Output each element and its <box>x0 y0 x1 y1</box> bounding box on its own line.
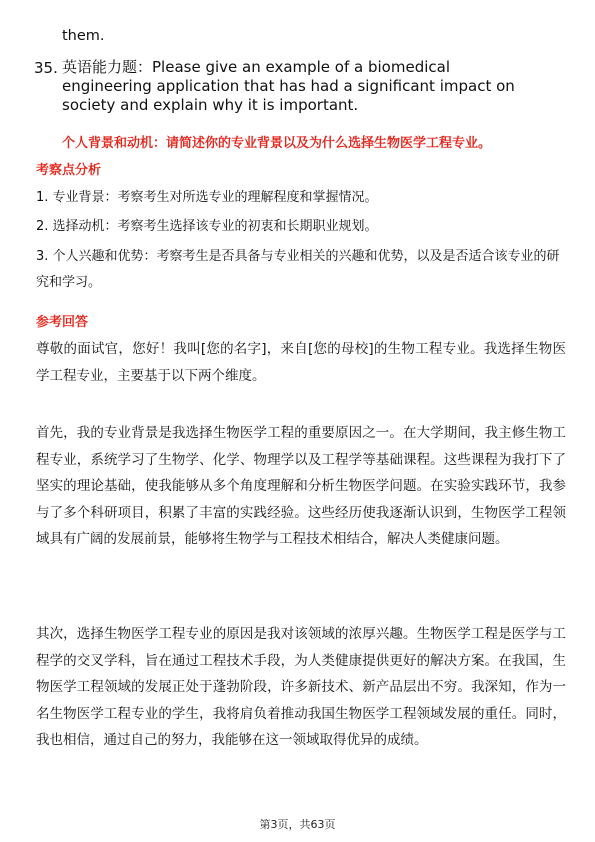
page-footer: 第3页，共63页 <box>259 818 336 831</box>
previous-answer-tail: them. <box>62 28 105 44</box>
topic-title: 个人背景和动机：请简述你的专业背景以及为什么选择生物医学工程专业。 <box>62 136 492 151</box>
analysis-item: 2. 选择动机：考察考生选择该专业的初衷和长期职业规划。 <box>36 219 378 234</box>
analysis-heading: 考察点分析 <box>36 163 102 178</box>
answer-paragraph: 首先，我的专业背景是我选择生物医学工程的重要原因之一。在大学期间，我主修生物工程专业，系统学习了生物学、化学、物理学以及工程学等基础课程。这些课程为我打下了坚实的理论基础，使我能够从多个角度理解和分析生物医学问题。在实验实践环节，我参与了多个科研项目，积累了丰富的实践经验。这些经历使我逐渐认识到，生物医学工程领域具有广阔的发展前景，能够将生物学与工程技术相结合，解决人类健康问题。 <box>36 425 566 547</box>
answer-paragraph: 尊敬的面试官，您好！我叫[您的名字]，来自[您的母校]的生物工程专业。我选择生物医学工程专业，主要基于以下两个维度。 <box>36 341 566 384</box>
answer-heading: 参考回答 <box>36 315 89 330</box>
analysis-item: 1. 专业背景：考察考生对所选专业的理解程度和掌握情况。 <box>36 190 378 205</box>
question-text: 英语能力题：Please give an example of a biomedical engineering application that has had a significant impact on society and explain why it is important. <box>62 58 515 114</box>
answer-paragraph: 其次，选择生物医学工程专业的原因是我对该领域的浓厚兴趣。生物医学工程是医学与工程学的交叉学科，旨在通过工程技术手段，为人类健康提供更好的解决方案。在我国，生物医学工程领域的发展正处于蓬勃阶段，许多新技术、新产品层出不穷。我深知，作为一名生物医学工程专业的学生，我将肩负着推动我国生物医学工程领域发展的重任。同时，我也相信，通过自己的努力，我能够在这一领域取得优异的成绩。 <box>36 626 566 748</box>
question-number: 35. <box>34 59 58 77</box>
analysis-item: 3. 个人兴趣和优势：考察考生是否具备与专业相关的兴趣和优势，以及是否适合该专业的研究和学习。 <box>36 249 560 290</box>
